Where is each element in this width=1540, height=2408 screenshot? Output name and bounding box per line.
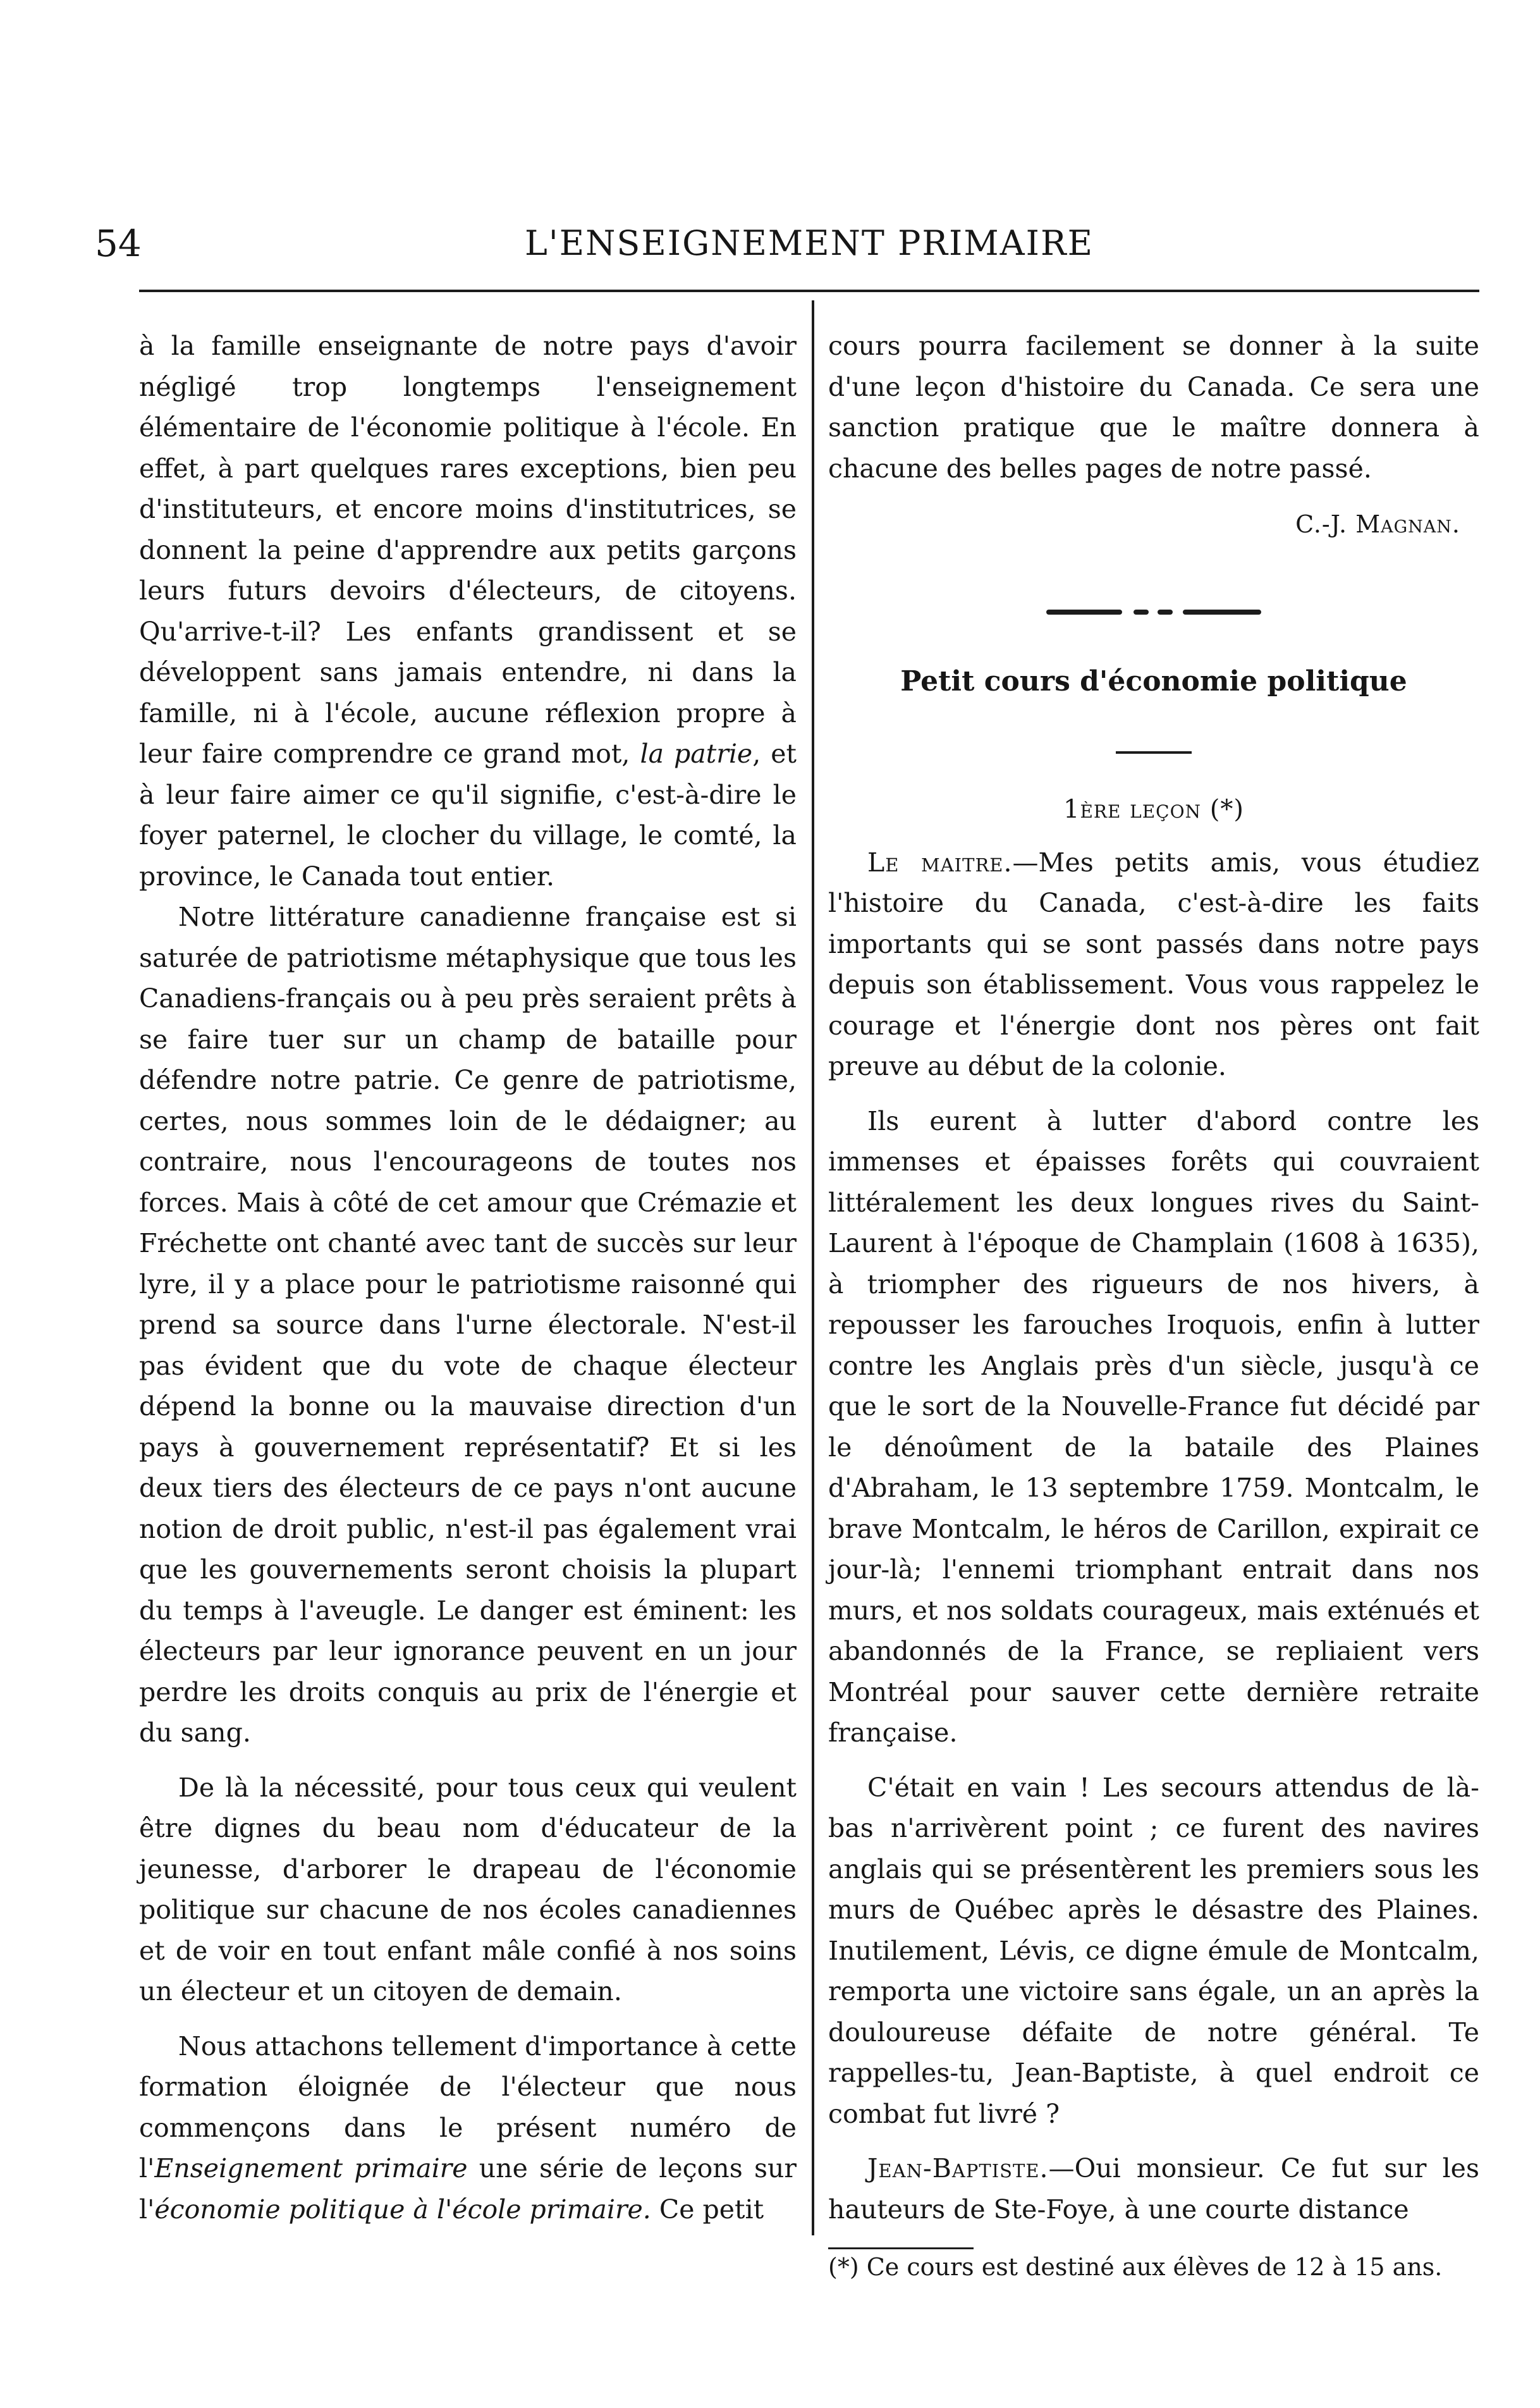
- right-paragraph-3: C'était en vain ! Les secours attendus de là-bas n'arrivèrent point ; ce furent des navires anglais qui se présentèrent les premiers sous les murs de Québec après le désastre des Plaines. Inutilement, Lévis, ce digne émule de Montcalm, remporta une victoire sans égale, un an après la douloureuse défaite de notre général. Te rappelles-tu, Jean-Baptiste, à quel endroit ce combat fut livré ?: [828, 1772, 1479, 2129]
- left-p1-text: à la famille enseignante de notre pays d'avoir négligé trop longtemps l'enseignement élémentaire de l'économie politique à l'école. En effet, à part quelques rares exceptions, bien peu d'instituteurs, et encore moins d'institutrices, se donnent la peine d'apprendre aux petits garçons leurs futurs devoirs d'électeurs, de citoyens. Qu'arrive-t-il? Les enfants grandissent et se développent sans jamais entendre, ni dans la famille, ni à l'école, aucune réflexion propre à leur faire comprendre ce grand mot,: [139, 331, 797, 769]
- ornament-dash: [1134, 610, 1149, 615]
- ornament-dash: [1158, 610, 1173, 615]
- left-p1-emphasis: la patrie: [640, 739, 753, 769]
- left-p1-tail: , et à leur faire aimer ce qu'il signifie, c'est-à-dire le foyer paternel, le clocher du village, le comté, la province, le Canada tout entier.: [139, 739, 797, 892]
- running-title: L'ENSEIGNEMENT PRIMAIRE: [525, 223, 1094, 263]
- left-p4-c: Ce petit: [651, 2194, 764, 2225]
- page-number: 54: [95, 222, 142, 265]
- left-paragraph-1: [139, 326, 797, 897]
- left-column: [139, 326, 797, 2230]
- left-p4-b: une série de leçons sur l': [139, 2153, 797, 2225]
- speaker-master: Le maitre.: [867, 847, 1013, 878]
- left-paragraph-2: Notre littérature canadienne française est si saturée de patriotisme métaphysique que tous les Canadiens-français ou à peu près seraient prêts à se faire tuer sur un champ de bataille pour défendre notre patrie. Ce genre de patriotisme, certes, nous sommes loin de le dédaigner; au contraire, nous l'encourageons de toutes nos forces. Mais à côté de cet amour que Crémazie et Fréchette ont chanté avec tant de succès sur leur lyre, il y a place pour le patriotisme raisonné qui prend sa source dans l'urne électorale. N'est-il pas évident que du vote de chaque électeur dépend la bonne ou la mauvaise direction d'un pays à gouvernement représentatif? Et si les deux tiers des électeurs de ce pays n'ont aucune notion de droit public, n'est-il pas également vrai que les gouvernements seront choisis la plupart du temps à l'aveugle. Le danger est éminent: les électeurs par leur ignorance peuvent en un jour perdre les droits conquis au prix de l'énergie et du sang.: [139, 902, 797, 1748]
- left-p4-a: Nous attachons tellement d'importance à cette formation éloignée de l'électeur que nous commençons dans le présent numéro de l': [139, 2030, 797, 2184]
- dialogue-student: [828, 2148, 1479, 2230]
- dialogue-master: [828, 842, 1479, 1087]
- section-ornament: [1046, 606, 1261, 617]
- header-rule: [139, 290, 1479, 292]
- right-paragraph-1: cours pourra facilement se donner à la suite d'une leçon d'histoire du Canada. Ce sera une sanction pratique que le maître donnera à chacune des belles pages de notre passé.: [828, 331, 1479, 484]
- dialogue-student-text: —Oui monsieur. Ce fut sur les hauteurs de Ste-Foye, à une courte distance: [828, 2153, 1479, 2225]
- speaker-student: Jean-Baptiste.: [867, 2153, 1049, 2184]
- dialogue-master-text: —Mes petits amis, vous étudiez l'histoire du Canada, c'est-à-dire les faits importants qui se sont passés dans notre pays depuis son établissement. Vous vous rappelez le courage et l'énergie dont nos pères ont fait preuve au début de la colonie.: [828, 847, 1479, 1081]
- heading-rule: [1116, 751, 1192, 754]
- author-signature: C.-J. Magnan.: [1295, 510, 1460, 538]
- ornament-dash: [1046, 610, 1122, 615]
- lesson-number: 1ère leçon (*): [1063, 794, 1244, 824]
- lesson-heading: Petit cours d'économie politique: [900, 665, 1407, 697]
- left-paragraph-3: De là la nécessité, pour tous ceux qui veulent être dignes du beau nom d'éducateur de la jeunesse, d'arborer le drapeau de l'économie politique sur chacune de nos écoles canadiennes et de voir en tout enfant mâle confié à nos soins un électeur et un citoyen de demain.: [139, 1772, 797, 2006]
- left-p4-emphasis-2: économie politique à l'école primaire.: [154, 2194, 651, 2225]
- left-paragraph-4: [139, 2026, 797, 2230]
- footnote: (*) Ce cours est destiné aux élèves de 12 à 15 ans.: [828, 2253, 1443, 2281]
- ornament-dash: [1183, 610, 1261, 615]
- column-divider: [812, 300, 814, 2235]
- right-paragraph-2: Ils eurent à lutter d'abord contre les immenses et épaisses forêts qui couvraient littéralement les deux longues rives du Saint-Laurent à l'époque de Champlain (1608 à 1635), à triompher des rigueurs de nos hivers, à repousser les farouches Iroquois, enfin à lutter contre les Anglais près d'un siècle, jusqu'à ce que le sort de la Nouvelle-France fut décidé par le dénoûment de la bataile des Plaines d'Abraham, le 13 septembre 1759. Montcalm, le brave Montcalm, le héros de Carillon, expirait ce jour-là; l'ennemi triomphant entrait dans nos murs, et nos soldats courageux, mais exténués et abandonnés de la France, se repliaient vers Montréal pour sauver cette dernière retraite française.: [828, 1105, 1479, 1748]
- left-p4-emphasis-1: Enseignement primaire: [154, 2153, 468, 2184]
- right-column: [828, 326, 1479, 2285]
